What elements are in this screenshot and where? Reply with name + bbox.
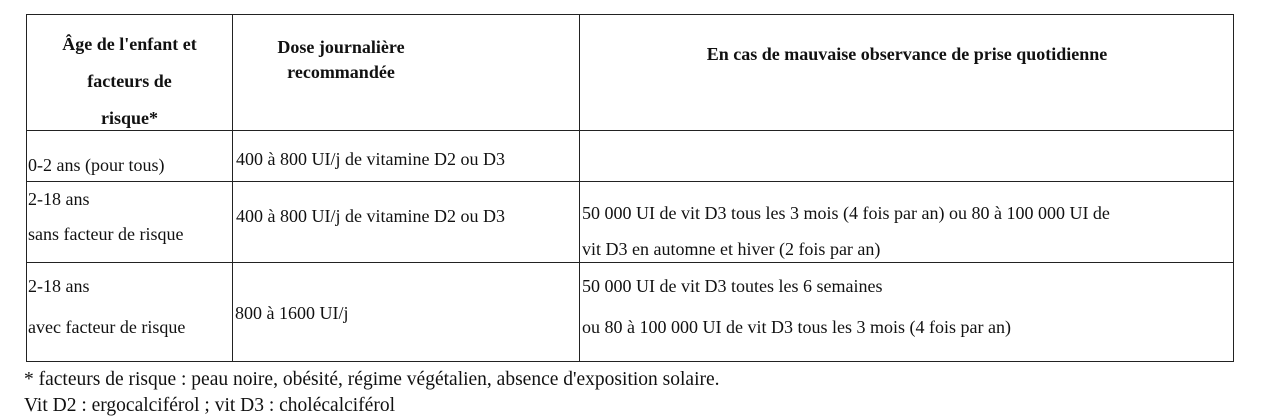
header-age-line-3: risque* <box>100 108 158 128</box>
row2-compliance-line-1: 50 000 UI de vit D3 tous les 3 mois (4 fois par an) ou 80 à 100 000 UI de <box>582 203 1110 223</box>
header-age-line-2: facteurs de <box>87 71 172 91</box>
row2-compliance-line-2: vit D3 en automne et hiver (2 fois par an) <box>582 239 881 259</box>
row3-compliance-line-1: 50 000 UI de vit D3 toutes les 6 semaines <box>582 276 883 296</box>
row-divider <box>27 130 1233 131</box>
row3-compliance-line-2: ou 80 à 100 000 UI de vit D3 tous les 3 mois (4 fois par an) <box>582 317 1011 337</box>
header-dose-line-1: Dose journalière <box>277 37 405 57</box>
row1-age: 0-2 ans (pour tous) <box>28 155 165 175</box>
row-divider <box>27 181 1233 182</box>
header-dose-line-2: recommandée <box>287 62 395 82</box>
header-age-line-1: Âge de l'enfant et <box>62 34 197 54</box>
row3-age-line-2: avec facteur de risque <box>28 317 186 337</box>
row3-dose: 800 à 1600 UI/j <box>235 303 349 323</box>
vitamin-d-table <box>26 14 1234 362</box>
row2-age-line-2: sans facteur de risque <box>28 224 184 244</box>
row1-dose: 400 à 800 UI/j de vitamine D2 ou D3 <box>236 149 505 169</box>
row3-age-line-1: 2-18 ans <box>28 276 90 296</box>
footnote-vitamin-names: Vit D2 : ergocalciférol ; vit D3 : cholécalciférol <box>24 395 395 416</box>
row2-age-line-1: 2-18 ans <box>28 189 90 209</box>
header-poor-compliance: En cas de mauvaise observance de prise quotidienne <box>706 44 1108 64</box>
row2-dose: 400 à 800 UI/j de vitamine D2 ou D3 <box>236 206 505 226</box>
row-divider <box>27 262 1233 263</box>
column-divider <box>579 15 580 361</box>
footnote-risk-factors: * facteurs de risque : peau noire, obésité, régime végétalien, absence d'exposition solaire. <box>24 369 720 390</box>
